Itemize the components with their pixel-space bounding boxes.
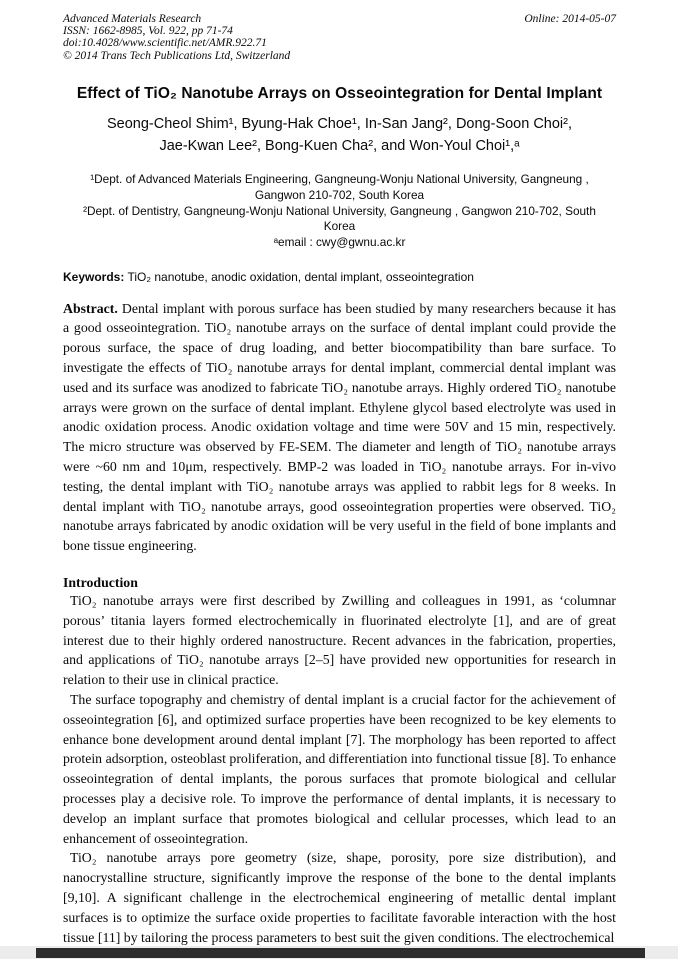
journal-header (63, 13, 616, 62)
affiliation-2: ²Dept. of Dentistry, Gangneung-Wonju National University, Gangneung , Gangwon 210-702, South Korea (83, 203, 596, 234)
keywords-label: Keywords: (63, 269, 125, 284)
section-heading-introduction: Introduction (63, 575, 138, 591)
doi-line: doi:10.4028/www.scientific.net/AMR.922.71 (63, 37, 267, 50)
affiliation-1: ¹Dept. of Advanced Materials Engineering, Gangneung-Wonju National University, Gangneung , Gangwon 210-702, South Korea (90, 172, 589, 202)
online-date: Online: 2014-05-07 (524, 13, 616, 25)
abstract-text: Dental implant with porous surface has been studied by many researchers because it has a good osseointegration. TiO₂ nanotube arrays on the surface of dental implant could provide the porous surface, the space of drug loading, and better biocompatibility than bare surface. To investigate the effects of TiO₂ nanotube arrays for dental implant, commercial dental implant was used and its surface was anodized to fabricate TiO₂ nanotube arrays. Highly ordered TiO₂ nanotube arrays were grown on the surface of dental implant. Ethylene glycol based electrolyte was used in anodic oxidation process. Anodic oxidation voltage and time were 50V and 15 min, respectively. The micro structure was observed by FE-SEM. The diameter and length of TiO₂ nanotube arrays were ~60 nm and 10μm, respectively. BMP-2 was loaded in TiO₂ nanotube arrays. For in-vivo testing, the dental implant with TiO₂ nanotube arrays was applied to rabbit legs for 8 weeks. In dental implant with TiO₂ nanotube arrays, good osseointegration properties were observed. TiO₂ nanotube arrays fabricated by anodic oxidation will be very useful in the field of bone implants and bone tissue engineering. (63, 300, 616, 554)
abstract-label: Abstract. (63, 300, 118, 316)
keywords-text: TiO₂ nanotube, anodic oxidation, dental implant, osseointegration (124, 269, 474, 284)
abstract-paragraph (63, 299, 616, 556)
journal-title: Advanced Materials Research (63, 13, 202, 25)
authors-block (63, 114, 616, 158)
paper-title: Effect of TiO₂ Nanotube Arrays on Osseointegration for Dental Implant (76, 84, 603, 102)
affiliations-block (63, 172, 616, 250)
next-page-gap (36, 948, 645, 958)
intro-paragraph-3: TiO₂ nanotube arrays pore geometry (size, shape, porosity, pore size distribution), and nanocrystalline structure, significantly improve the response of the bone to the dental implants [9,10]. A significant challenge in the electrochemical engineering of metallic dental implant surfaces is to optimize the surface oxide properties to facilitate favorable interaction with the host tissue [11] by tailoring the process parameters to best suit the given conditions. The electrochemical (63, 850, 616, 945)
keywords-row (63, 270, 616, 284)
copyright-line: © 2014 Trans Tech Publications Ltd, Switzerland (63, 49, 291, 62)
intro-paragraph-2: The surface topography and chemistry of dental implant is a crucial factor for the achievement of osseointegration [6], and optimized surface properties have been recognized to be key elements to enhance bone development around dental implant [7]. The morphology has been reported to affect protein adsorption, osteoblast proliferation, and differentiation into functional tissue [8]. To enhance osseointegration of dental implants, the porous surfaces that promote biological and cellular processes play a decisive role. To improve the performance of dental implants, it is necessary to develop an implant surface that promotes biological and cellular processes, which lead to an enhancement of osseointegration. (63, 692, 616, 846)
page-bottom-margin (0, 946, 678, 959)
authors-line-1: Seong-Cheol Shim¹, Byung-Hak Choe¹, In-San Jang², Dong-Soon Choi², (106, 115, 573, 132)
authors-line-2: Jae-Kwan Lee², Bong-Kuen Cha², and Won-Youl Choi¹,ᵃ (159, 137, 520, 154)
email-line: ᵃemail : cwy@gwnu.ac.kr (273, 235, 406, 249)
journal-header-row (63, 13, 616, 25)
intro-paragraph-1: TiO₂ nanotube arrays were first described by Zwilling and colleagues in 1991, as ‘columnar porous’ titania layers formed electrochemically in fluorinated electrolyte [1], and are of great interest due to their highly ordered nanostructure. Recent advances in the fabrication, properties, and applications of TiO₂ nanotube arrays [2–5] have provided new opportunities for research in relation to their use in clinical practice. (63, 593, 616, 688)
issn-line: ISSN: 1662-8985, Vol. 922, pp 71-74 (63, 25, 233, 38)
